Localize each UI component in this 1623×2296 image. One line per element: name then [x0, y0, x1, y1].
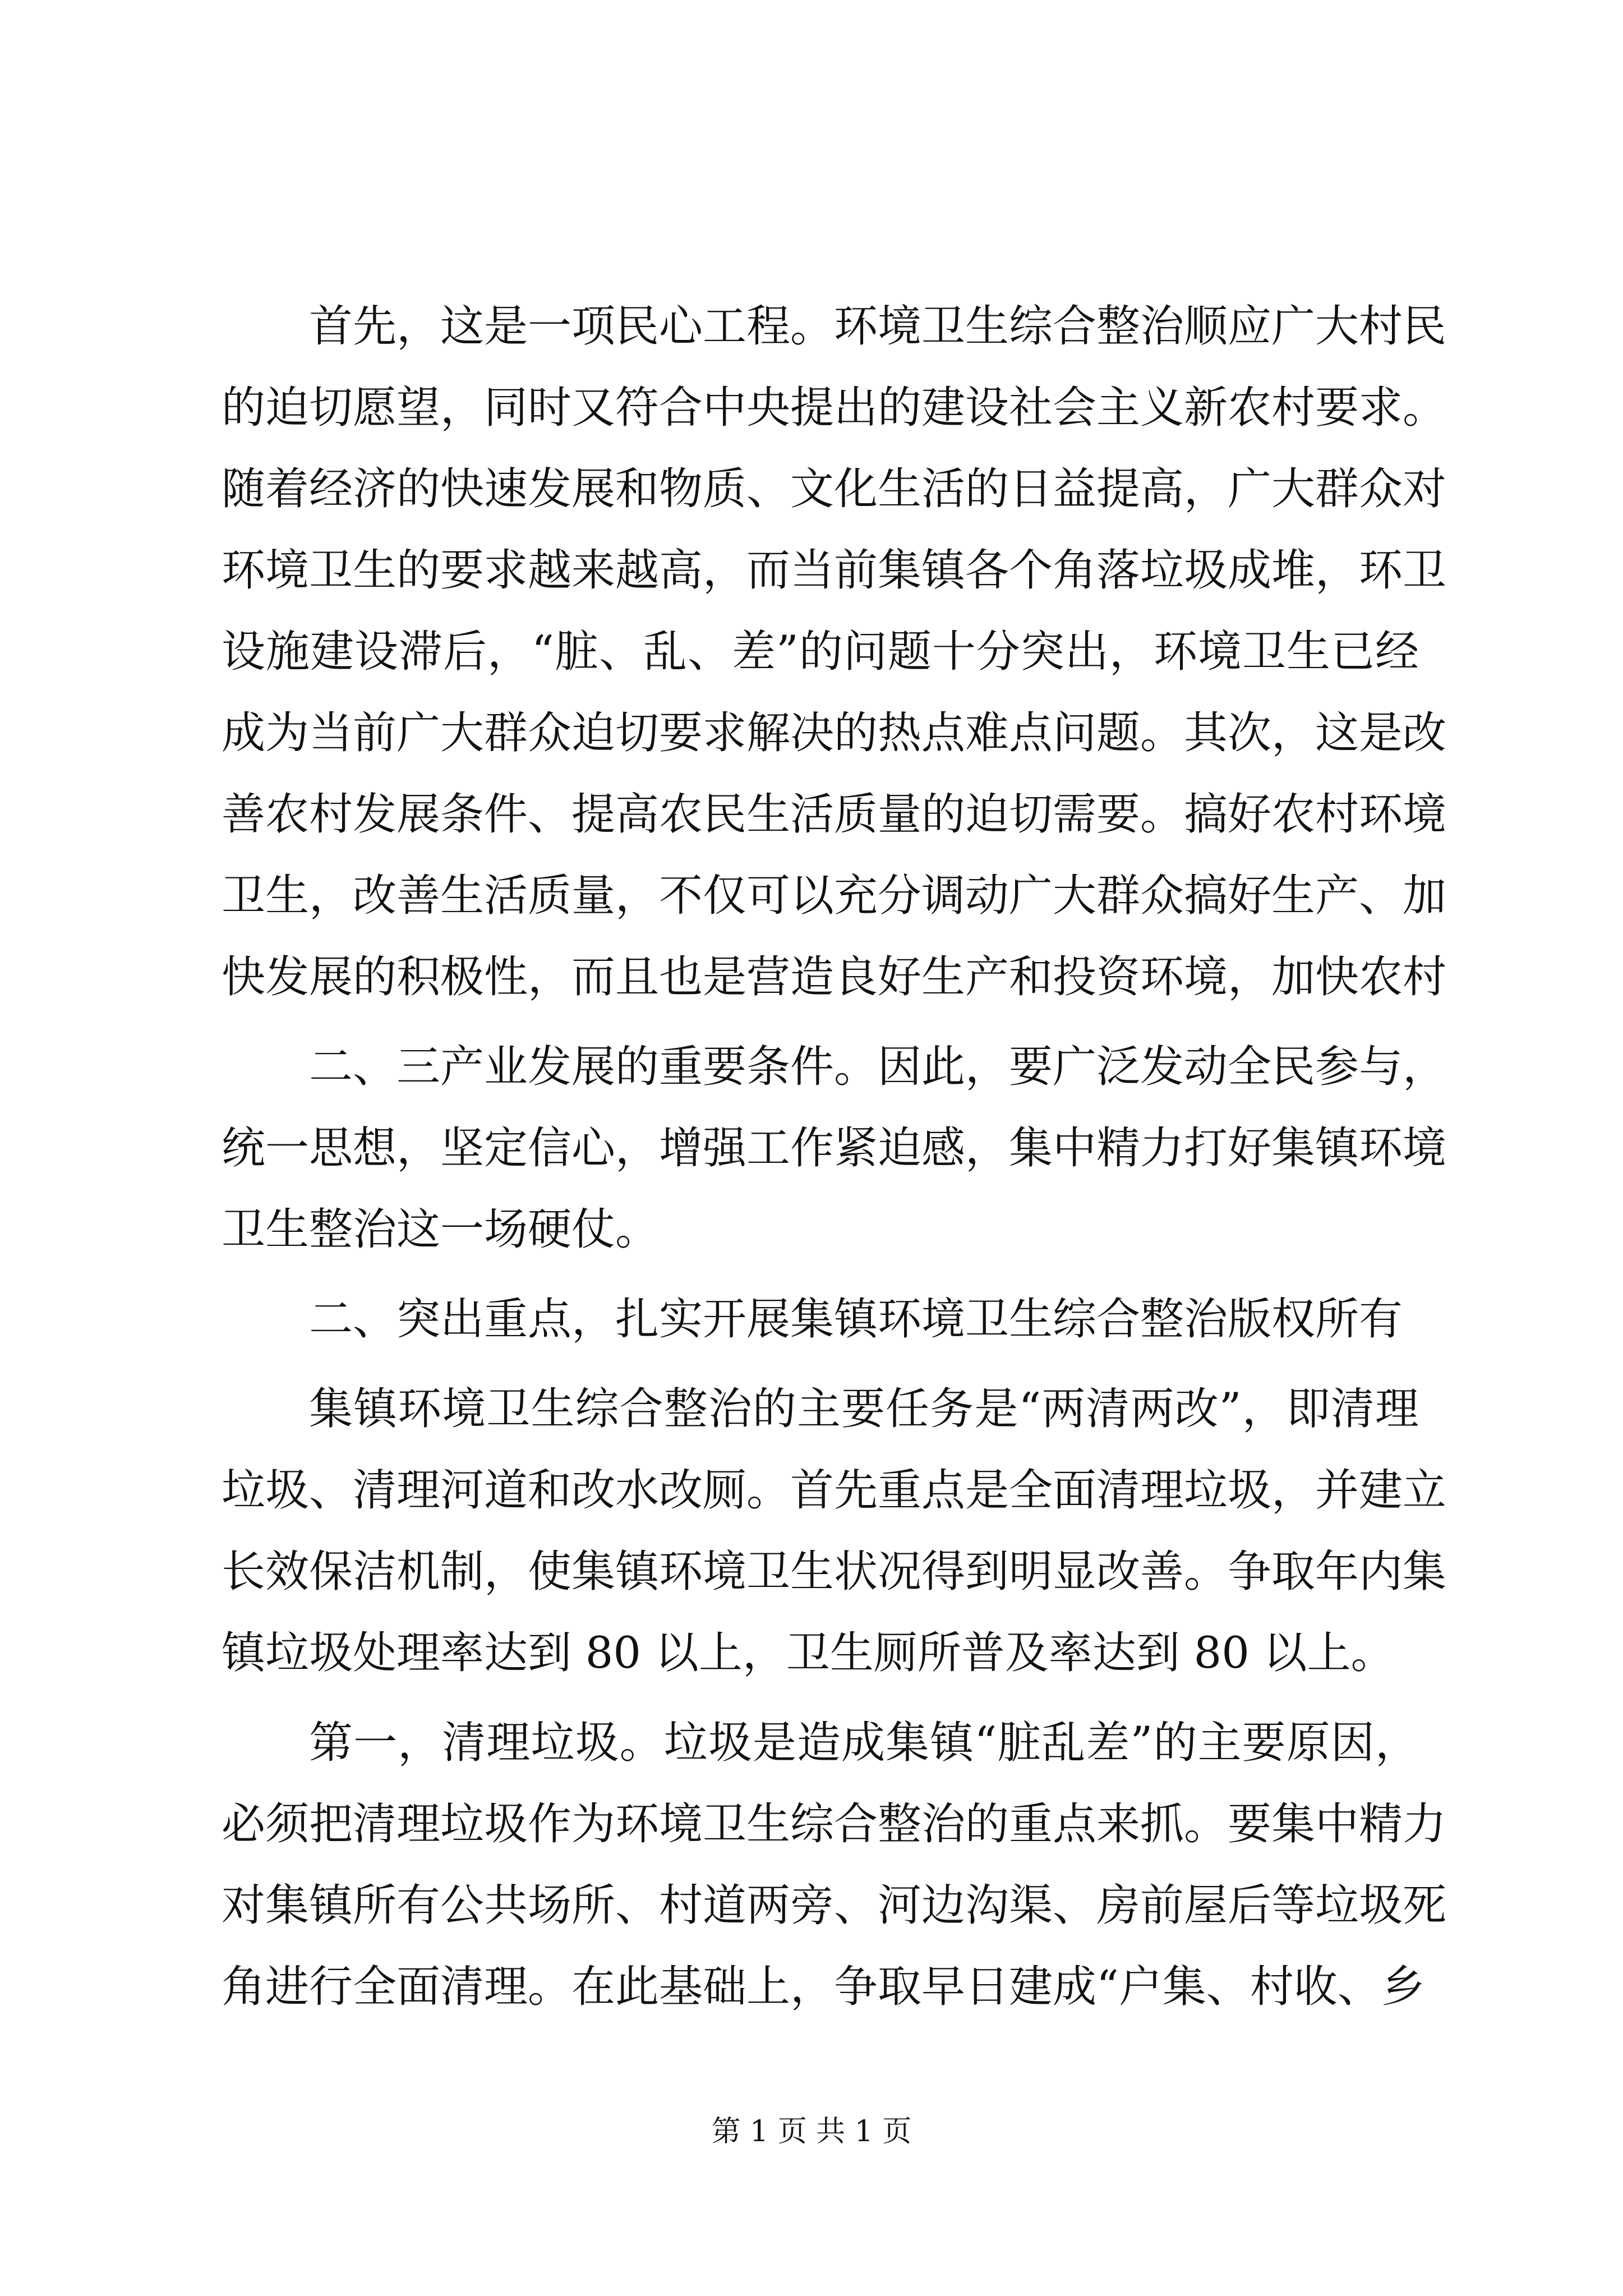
paragraph-4-line-4: 镇垃圾处理率达到 80 以上，卫生厕所普及率达到 80 以上。: [222, 1628, 1395, 1678]
paragraph-4-line-1: 集镇环境卫生综合整治的主要任务是“两清两改”，即清理: [309, 1384, 1419, 1434]
paragraph-5-line-4: 角进行全面清理。在此基础上，争取早日建成“户集、村收、乡: [222, 1962, 1425, 2012]
paragraph-4-line-2: 垃圾、清理河道和改水改厕。首先重点是全面清理垃圾，并建立: [222, 1465, 1447, 1516]
paragraph-5-line-3: 对集镇所有公共场所、村道两旁、河边沟渠、房前屋后等垃圾死: [222, 1880, 1447, 1931]
page-number-footer: 第 1 页 共 1 页: [711, 2115, 912, 2148]
paragraph-2-line-1: 二、三产业发展的重要条件。因此，要广泛发动全民参与，: [309, 1042, 1447, 1092]
paragraph-2-line-3: 卫生整治这一场硬仗。: [222, 1204, 660, 1255]
paragraph-1-line-3: 随着经济的快速发展和物质、文化生活的日益提高，广大群众对: [222, 464, 1447, 514]
paragraph-1-line-4: 环境卫生的要求越来越高，而当前集镇各个角落垃圾成堆，环卫: [222, 545, 1447, 596]
paragraph-1-line-1: 首先，这是一项民心工程。环境卫生综合整治顺应广大村民: [309, 301, 1447, 352]
paragraph-1-line-8: 卫生，改善生活质量，不仅可以充分调动广大群众搞好生产、加: [222, 871, 1447, 921]
paragraph-2-line-2: 统一思想，坚定信心，增强工作紧迫感，集中精力打好集镇环境: [222, 1123, 1447, 1174]
paragraph-1-line-5: 设施建设滞后，“脏、乱、差”的问题十分突出，环境卫生已经: [222, 627, 1419, 677]
paragraph-1-line-9: 快发展的积极性，而且也是营造良好生产和投资环境，加快农村: [222, 952, 1447, 1002]
paragraph-5-line-2: 必须把清理垃圾作为环境卫生综合整治的重点来抓。要集中精力: [222, 1799, 1447, 1849]
paragraph-1-line-7: 善农村发展条件、提高农民生活质量的迫切需要。搞好农村环境: [222, 789, 1447, 840]
document-body: [222, 286, 1447, 2028]
paragraph-1-line-2: 的迫切愿望，同时又符合中央提出的建设社会主义新农村要求。: [222, 383, 1447, 433]
paragraph-5-line-1: 第一，清理垃圾。垃圾是造成集镇“脏乱差”的主要原因，: [309, 1718, 1419, 1768]
paragraph-1-line-6: 成为当前广大群众迫切要求解决的热点难点问题。其次，这是改: [222, 708, 1447, 758]
paragraph-4-line-3: 长效保洁机制，使集镇环境卫生状况得到明显改善。争取年内集: [222, 1547, 1447, 1597]
section-heading: 二、突出重点，扎实开展集镇环境卫生综合整治版权所有: [309, 1294, 1403, 1345]
